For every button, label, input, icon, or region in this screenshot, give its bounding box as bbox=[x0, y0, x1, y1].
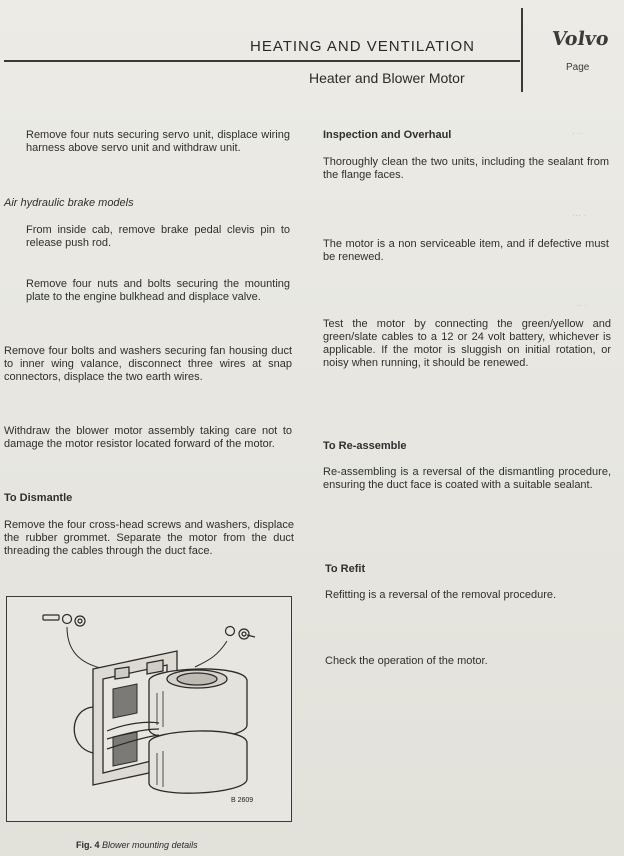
blower-housing-lower bbox=[149, 731, 247, 793]
section-title: HEATING AND VENTILATION bbox=[250, 38, 475, 55]
left-paragraph-clevis: From inside cab, remove brake pedal clevis pin to release push rod. bbox=[26, 224, 290, 249]
figure-caption bbox=[76, 840, 198, 850]
heading-to-refit: To Refit bbox=[325, 563, 366, 575]
left-paragraph-fan-housing: Remove four bolts and washers securing fan housing duct to inner wing valance, disconnect three wires at snap connectors, displace the two earth wires. bbox=[4, 345, 292, 383]
right-paragraph-non-serviceable: The motor is a non serviceable item, and if defective must be renewed. bbox=[323, 238, 609, 263]
bleed-through-mark: ··· · bbox=[572, 210, 587, 220]
heading-to-reassemble: To Re-assemble bbox=[323, 440, 407, 452]
left-paragraph-servo: Remove four nuts securing servo unit, displace wiring harness above servo unit and withdraw unit. bbox=[26, 129, 290, 154]
left-paragraph-dismantle: Remove the four cross-head screws and washers, displace the rubber grommet. Separate the motor from the duct threading the cables through the duct face. bbox=[4, 519, 294, 557]
brand-logo: Volvo bbox=[550, 28, 611, 50]
heading-air-hydraulic: Air hydraulic brake models bbox=[4, 197, 134, 209]
right-paragraph-clean: Thoroughly clean the two units, including the sealant from the flange faces. bbox=[323, 156, 609, 181]
right-paragraph-check: Check the operation of the motor. bbox=[325, 655, 488, 667]
section-subtitle: Heater and Blower Motor bbox=[309, 70, 465, 86]
fastener-bolts-left bbox=[43, 615, 85, 627]
left-paragraph-withdraw: Withdraw the blower motor assembly taking care not to damage the motor resistor located forward of the motor. bbox=[4, 425, 292, 450]
bleed-through-mark: ·· · bbox=[576, 300, 588, 310]
heading-to-dismantle: To Dismantle bbox=[4, 492, 73, 504]
fastener-bolts-right bbox=[226, 627, 256, 640]
figure-caption-number: Fig. 4 bbox=[76, 840, 100, 850]
blower-mounting-figure bbox=[6, 596, 292, 822]
figure-reference-number: B 2609 bbox=[231, 797, 254, 804]
bleed-through-mark: · ·· bbox=[572, 128, 584, 138]
page-label: Page bbox=[566, 62, 590, 73]
figure-caption-text: Blower mounting details bbox=[102, 840, 198, 850]
right-paragraph-test-motor: Test the motor by connecting the green/yellow and green/slate cables to a 12 or 24 volt battery, whichever is applicable. If the motor is sluggish on initial rotation, or noisy when running, it should be renewed. bbox=[323, 318, 611, 369]
heading-inspection-overhaul: Inspection and Overhaul bbox=[323, 129, 452, 141]
left-paragraph-mounting-plate: Remove four nuts and bolts securing the mounting plate to the engine bulkhead and displace valve. bbox=[26, 278, 290, 303]
blower-illustration bbox=[7, 597, 291, 821]
header-rule bbox=[4, 60, 520, 62]
blower-housing-upper bbox=[149, 669, 247, 739]
header-divider-vertical bbox=[521, 8, 523, 92]
right-paragraph-reassemble: Re-assembling is a reversal of the dismantling procedure, ensuring the duct face is coated with a suitable sealant. bbox=[323, 466, 611, 491]
right-paragraph-refit: Refitting is a reversal of the removal procedure. bbox=[325, 589, 557, 601]
